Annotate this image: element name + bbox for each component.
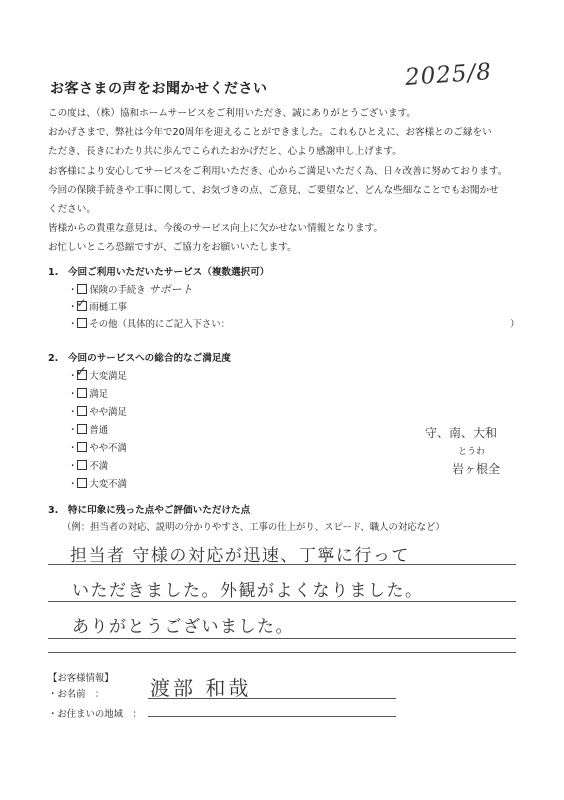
handwritten-comment: いただきました。外観がよくなりました。 bbox=[72, 581, 424, 601]
checkbox[interactable] bbox=[77, 388, 87, 398]
option-satisfied: ・ 満足 bbox=[68, 389, 109, 400]
option-very-satisfied: ・✓ 大変満足 bbox=[68, 368, 127, 382]
intro-line: ください。 bbox=[48, 204, 96, 216]
intro-line: ただき、長きにわたり共に歩んでこられたおかげだと、心より感謝申し上げます。 bbox=[48, 146, 402, 158]
option-neutral: ・ 普通 bbox=[68, 425, 109, 436]
side-note-line: 岩ヶ根全 bbox=[452, 462, 501, 476]
page-title: お客さまの声をお聞かせください bbox=[50, 81, 268, 97]
checkbox[interactable] bbox=[77, 442, 87, 452]
name-underline bbox=[148, 698, 396, 699]
intro-line: お忙しいところ恐縮ですが、ご協力をお願いいたします。 bbox=[48, 242, 297, 254]
option-very-dissatisfied: ・ 大変不満 bbox=[68, 479, 127, 490]
checkbox[interactable] bbox=[77, 318, 87, 328]
handwritten-note: サポート bbox=[148, 283, 193, 296]
customer-info-heading: 【お客様情報】 bbox=[48, 673, 114, 684]
checkbox[interactable] bbox=[77, 424, 87, 434]
intro-line: 今回の保険手続きや工事に関して、お気づきの点、ご意見、ご要望など、どんな些細なことでもお聞かせ bbox=[48, 184, 499, 196]
comment-line bbox=[48, 652, 516, 653]
intro-line: 皆様からの貴重な意見は、今後のサービス向上に欠かせない情報となります。 bbox=[48, 223, 384, 235]
section3-heading: 3. 特に印象に残った点やご評価いただけた点 bbox=[48, 505, 251, 516]
checkbox[interactable] bbox=[77, 284, 87, 294]
checkbox-checked[interactable] bbox=[77, 370, 87, 380]
option-dissatisfied: ・ 不満 bbox=[68, 461, 109, 472]
intro-text bbox=[48, 104, 528, 258]
name-label: ・お名前 ： bbox=[48, 689, 105, 700]
intro-line: お客様により安心してサービスをご利用いただき、心からご満足いただく為、日々改善に努めております。 bbox=[48, 165, 508, 177]
option-somewhat-dissatisfied: ・ やや不満 bbox=[68, 443, 127, 454]
name-value: 渡部 和哉 bbox=[150, 676, 252, 700]
section3-example: （例：担当者の対応、説明の分かりやすさ、工事の仕上がり、スピード、職人の対応など） bbox=[62, 522, 445, 533]
side-note-line: 守、南、大和 bbox=[425, 426, 498, 440]
option-somewhat-satisfied: ・ やや満足 bbox=[68, 407, 127, 418]
side-note-line: とうわ bbox=[458, 447, 486, 457]
option-insurance: ・ 保険の手続き サポート bbox=[68, 283, 193, 296]
address-label: ・お住まいの地域 ： bbox=[48, 709, 142, 720]
section1-heading: 1. 今回ご利用いただいたサービス（複数選択可） bbox=[48, 267, 270, 278]
option-gutter: ・✓ 雨樋工事 bbox=[68, 299, 127, 313]
intro-line: おかげさまで、弊社は今年で20周年を迎えることができました。これもひとえに、お客様とのご縁をい bbox=[48, 127, 492, 139]
intro-line: この度は、（株）協和ホームサービスをご利用いただき、誠にありがとうございます。 bbox=[48, 108, 417, 119]
option-other-close: ） bbox=[510, 319, 520, 330]
handwritten-comment: 担当者 守様の対応が迅速、丁寧に行って bbox=[70, 546, 410, 566]
comment-line bbox=[48, 564, 516, 565]
checkbox[interactable] bbox=[77, 406, 87, 416]
option-other: ・ その他（具体的にご記入下さい： bbox=[68, 319, 231, 330]
address-underline bbox=[148, 716, 396, 717]
checkbox[interactable] bbox=[77, 478, 87, 488]
checkbox-checked[interactable] bbox=[77, 301, 87, 311]
comment-line bbox=[48, 638, 516, 639]
handwritten-comment: ありがとうございました。 bbox=[72, 617, 294, 637]
handwritten-date: 2025/8 bbox=[404, 58, 493, 92]
comment-line bbox=[48, 601, 516, 602]
section2-heading: 2. 今回のサービスへの総合的なご満足度 bbox=[48, 353, 232, 364]
checkbox[interactable] bbox=[77, 460, 87, 470]
